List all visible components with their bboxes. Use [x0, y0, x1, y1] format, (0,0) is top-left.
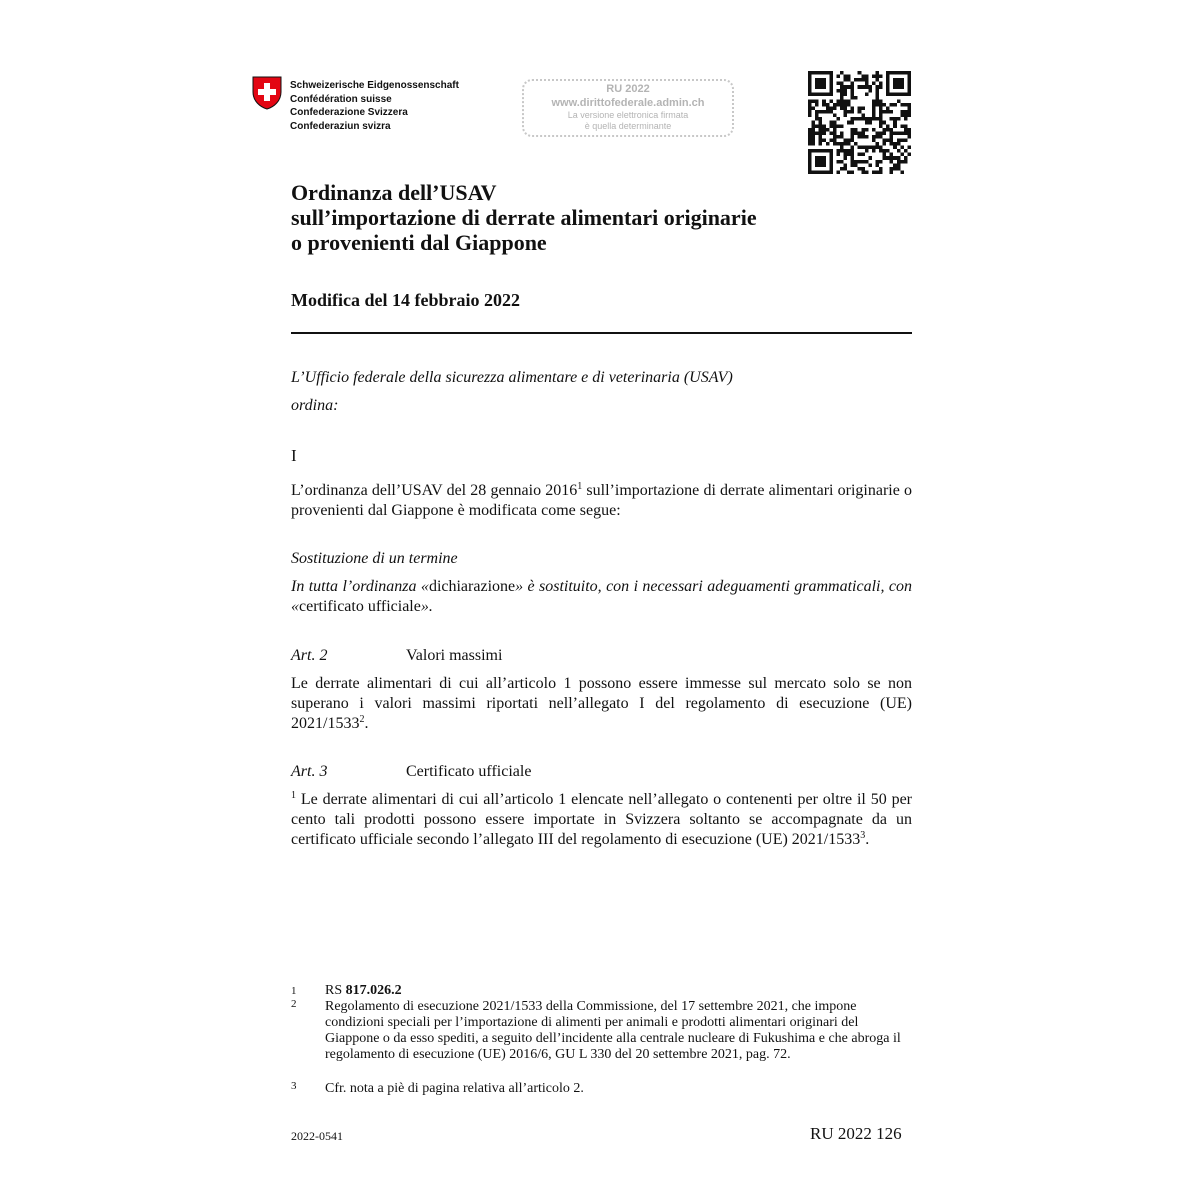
footnote-1-prefix: RS — [325, 983, 346, 998]
subst-part-3: ». — [420, 598, 433, 615]
stamp-note-2: è quella determinante — [584, 121, 672, 131]
footnote-1-number: 1 — [291, 985, 297, 997]
article-3-title: Certificato ufficiale — [406, 763, 532, 780]
substitution-heading: Sostituzione di un termine — [291, 550, 458, 567]
preamble-line-2: ordina: — [291, 397, 339, 414]
footnote-1-text — [325, 983, 915, 999]
subst-part-1: In tutta l’ordinanza « — [291, 578, 429, 595]
article-3-body: Le derrate alimentari di cui all’articolo 1 elencate nell’allegato o contenenti per oltre il 50 per cento tali prodotti possono essere importate in Svizzera soltanto se accompagnate da un certificato ufficiale secondo l’allegato III del regolamento di esecuzione (UE) 2021/1533 — [291, 791, 912, 848]
confederation-fr: Confédération suisse — [290, 93, 392, 105]
confederation-it: Confederazione Svizzera — [290, 107, 408, 118]
article-2-number: Art. 2 — [291, 647, 328, 664]
amendment-date: Modifica del 14 febbraio 2022 — [291, 290, 520, 310]
preamble — [291, 364, 733, 420]
article-2-end: . — [364, 715, 369, 732]
footnote-2-number: 2 — [291, 998, 297, 1010]
footnote-ref-1[interactable]: 1 — [577, 481, 583, 492]
footnote-3-number: 3 — [291, 1080, 297, 1092]
footnote-ref-2[interactable]: 2 — [359, 714, 365, 725]
subst-term-new: certificato ufficiale — [299, 598, 421, 615]
publication-stamp — [522, 79, 734, 137]
article-3-heading — [291, 762, 691, 782]
confederation-names — [290, 79, 459, 133]
page-title — [291, 180, 757, 255]
footnote-2-text: Regolamento di esecuzione 2021/1533 della Commissione, del 17 settembre 2021, che impone condizioni speciali per l’importazione di alimenti per animali e prodotti alimentari originari del Giappone o da esso spediti, a seguito dell’incidente alla centrale nucleare di Fukushima e che abroga il regolamento di esecuzione (UE) 2016/6, GU L 330 del 20 settembre 2021, pag. 72. — [325, 999, 901, 1062]
subst-part-2: » è sostituito, con i necessari adeguamenti grammaticali, con « — [291, 578, 912, 615]
confederation-rm: Confederaziun svizra — [290, 120, 391, 132]
substitution-text — [291, 577, 912, 617]
footnote-3-text: Cfr. nota a piè di pagina relativa all’articolo 2. — [325, 1081, 584, 1096]
stamp-url: www.dirittofederale.admin.ch — [551, 97, 705, 109]
official-reference: RU 2022 126 — [810, 1124, 902, 1143]
intro-text-b: sull’importazione di derrate alimentari originarie o provenienti dal Giappone è modificata come segue: — [291, 482, 913, 519]
qr-code-icon — [808, 71, 911, 174]
preamble-line-1: L’Ufficio federale della sicurezza alimentare e di veterinaria (USAV) — [291, 369, 733, 386]
article-3-number: Art. 3 — [291, 763, 328, 780]
swiss-coat-of-arms-icon — [252, 76, 282, 110]
paragraph-number: 1 — [291, 790, 296, 801]
section-number: I — [291, 446, 297, 465]
footnote-ref-3[interactable]: 3 — [860, 830, 866, 841]
intro-paragraph — [291, 481, 912, 521]
title-line-3: o provenienti dal Giappone — [291, 230, 547, 255]
stamp-note-1: La versione elettronica firmata — [567, 110, 689, 120]
title-divider — [291, 332, 912, 334]
article-3-end: . — [865, 831, 870, 848]
document-number: 2022-0541 — [291, 1129, 343, 1143]
stamp-ru: RU 2022 — [606, 83, 650, 95]
article-2-title: Valori massimi — [406, 647, 503, 664]
article-3-text — [291, 790, 912, 850]
article-2-heading — [291, 646, 691, 666]
article-2-text — [291, 674, 912, 734]
title-line-1: Ordinanza dell’USAV — [291, 180, 497, 205]
subst-term-old: dichiarazione — [428, 578, 516, 595]
footnote-1-rs-number: 817.026.2 — [345, 983, 402, 998]
title-line-2: sull’importazione di derrate alimentari originarie — [291, 205, 757, 230]
article-2-body: Le derrate alimentari di cui all’articolo 1 possono essere immesse sul mercato solo se non superano i valori massimi riportati nell’allegato I del regolamento di esecuzione (UE) 2021/1533 — [291, 675, 912, 732]
intro-text-a: L’ordinanza dell’USAV del 28 gennaio 2016 — [291, 482, 578, 499]
confederation-de: Schweizerische Eidgenossenschaft — [290, 80, 459, 91]
